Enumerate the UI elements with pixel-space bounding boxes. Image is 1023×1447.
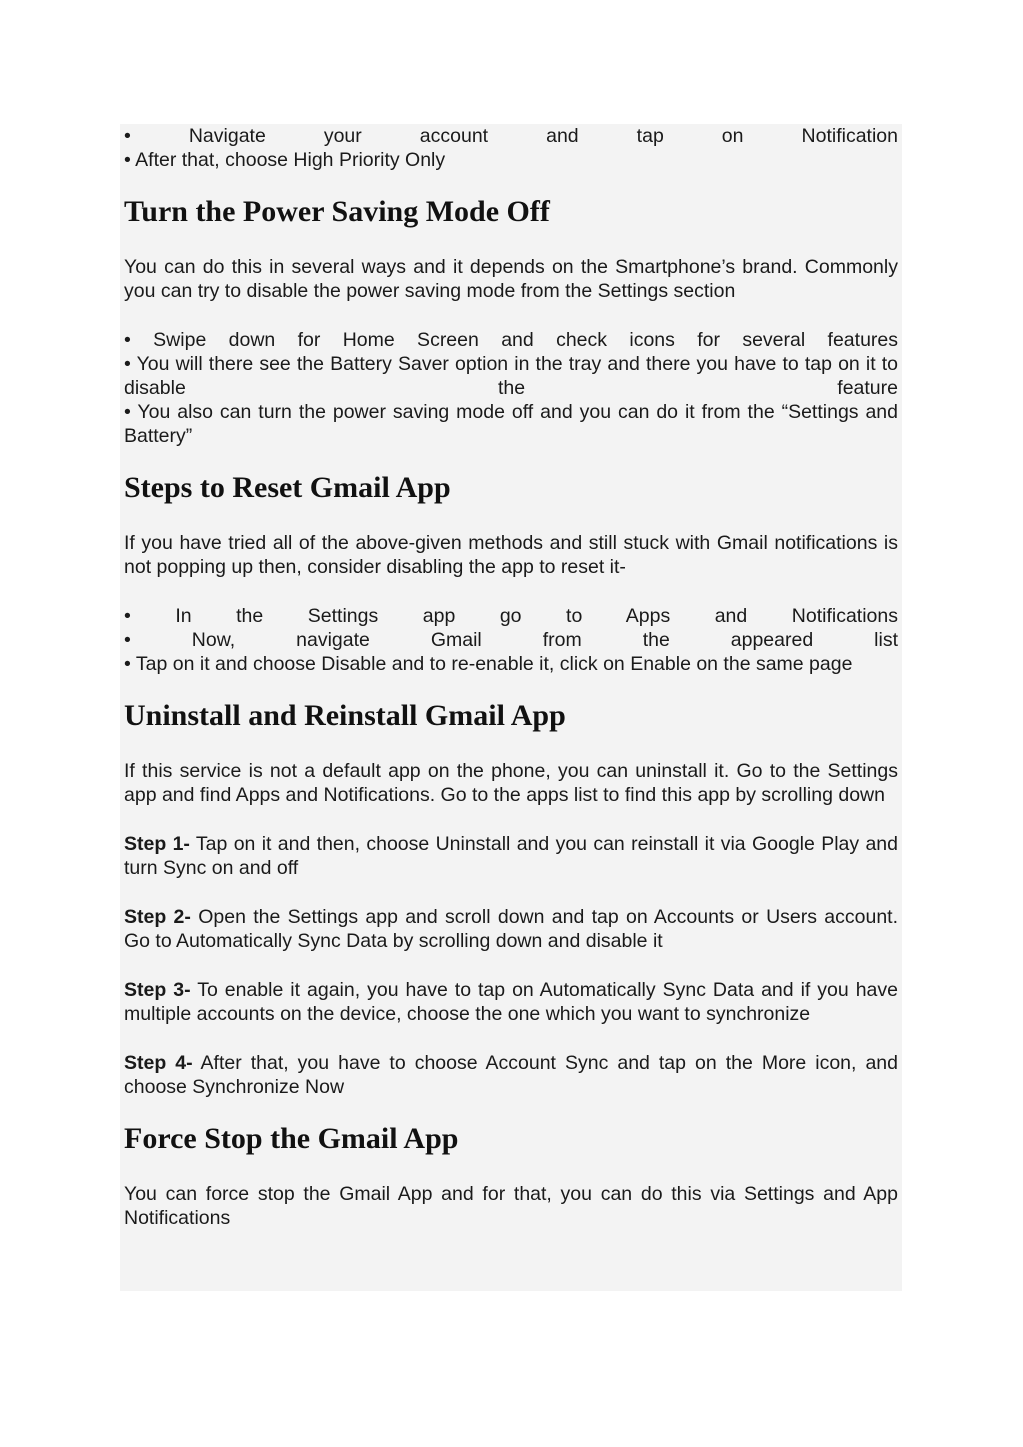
step-text: Open the Settings app and scroll down and tap on Accounts or Users account. Go to Automatically Sync Data by scrolling down and disable it	[124, 906, 899, 952]
bullet-item: • Navigate your account and tap on Notification	[124, 125, 898, 147]
section-heading-power-saving: Turn the Power Saving Mode Off	[124, 195, 550, 228]
section-heading-reset-gmail: Steps to Reset Gmail App	[124, 471, 451, 504]
bullet-item: • In the Settings app go to Apps and Notifications	[124, 605, 898, 627]
step-text: To enable it again, you have to tap on Automatically Sync Data and if you have multiple accounts on the device, choose the one which you want to synchronize	[124, 979, 899, 1025]
section-heading-reinstall: Uninstall and Reinstall Gmail App	[124, 699, 566, 732]
bullet-item: • After that, choose High Priority Only	[124, 149, 446, 171]
section-heading-force-stop: Force Stop the Gmail App	[124, 1122, 459, 1155]
bullet-list	[124, 604, 898, 676]
bullet-item: • Swipe down for Home Screen and check icons for several features	[124, 329, 898, 351]
step-label: Step 1-	[124, 833, 190, 855]
section-paragraph: If you have tried all of the above-given methods and still stuck with Gmail notifications is not popping up then, consider disabling the app to reset it-	[124, 532, 898, 578]
section-paragraph: You can force stop the Gmail App and for that, you can do this via Settings and App Notifications	[124, 1183, 898, 1229]
step-label: Step 4-	[124, 1052, 193, 1074]
bullet-item: • Now, navigate Gmail from the appeared list	[124, 629, 898, 651]
bullet-item: • You also can turn the power saving mode off and you can do it from the “Settings and Battery”	[124, 401, 898, 447]
section-paragraph: If this service is not a default app on the phone, you can uninstall it. Go to the Settings app and find Apps and Notifications. Go to the apps list to find this app by scrolling down	[124, 760, 898, 806]
step-paragraph	[124, 832, 898, 880]
bullet-list	[124, 328, 898, 448]
bullet-item: • You will there see the Battery Saver option in the tray and there you have to tap on it to disable the feature	[124, 353, 898, 399]
step-paragraph	[124, 978, 898, 1026]
step-paragraph	[124, 1051, 898, 1099]
step-text: Tap on it and then, choose Uninstall and you can reinstall it via Google Play and turn Sync on and off	[124, 833, 898, 879]
document-content	[120, 124, 902, 1291]
intro-bullet-list	[124, 124, 898, 172]
step-label: Step 3-	[124, 979, 191, 1001]
step-label: Step 2-	[124, 906, 191, 928]
step-text: After that, you have to choose Account Sync and tap on the More icon, and choose Synchronize Now	[124, 1052, 898, 1098]
section-paragraph: You can do this in several ways and it depends on the Smartphone’s brand. Commonly you can try to disable the power saving mode from the Settings section	[124, 256, 898, 302]
bullet-item: • Tap on it and choose Disable and to re-enable it, click on Enable on the same page	[124, 653, 853, 675]
step-paragraph	[124, 905, 898, 953]
